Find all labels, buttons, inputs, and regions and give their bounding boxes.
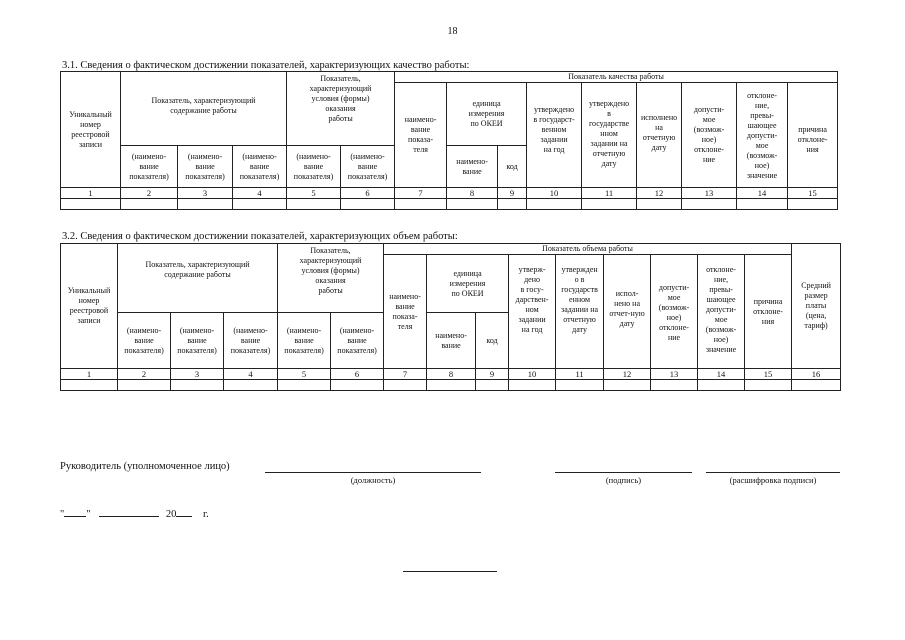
date-year-field[interactable] [176, 507, 192, 517]
table2-col-number: 9 [476, 369, 509, 380]
table2-header-exceeding: отклоне- ние, превы- шающее допусти- мое (возмож- ное) значение [698, 255, 745, 369]
table2-header-unit-name: наимено- вание [427, 313, 476, 369]
table1-empty-cell[interactable] [341, 199, 395, 210]
table2-col-number: 13 [651, 369, 698, 380]
table1-empty-cell[interactable] [395, 199, 447, 210]
position-line[interactable] [265, 472, 481, 473]
volume-table [60, 243, 841, 391]
date-line [60, 507, 209, 520]
table1-col-number: 2 [121, 188, 178, 199]
table1-empty-cell[interactable] [737, 199, 788, 210]
table2-col-number: 16 [792, 369, 841, 380]
table2-header-price: Средний размер платы (цена, тариф) [792, 244, 841, 369]
table1-header-group: Показатель качества работы [395, 72, 838, 83]
table2-col-number: 8 [427, 369, 476, 380]
table1-header-unit: единица измерения по ОКЕИ [447, 83, 527, 146]
table2-header-conditions: Показатель, характеризующий условия (формы) оказания работы [278, 244, 384, 313]
table2-sub-indicator-2: (наимено- вание показателя) [171, 313, 224, 369]
table1-header-name: наимено- вание показа- теля [395, 83, 447, 188]
table1-header-unique-id: Уникальный номер реестровой записи [61, 72, 121, 188]
table2-empty-cell[interactable] [171, 380, 224, 391]
table1-empty-cell[interactable] [121, 199, 178, 210]
table2-header-unit: единица измерения по ОКЕИ [427, 255, 509, 313]
table1-empty-cell[interactable] [498, 199, 527, 210]
table1-empty-cell[interactable] [233, 199, 287, 210]
table2-empty-cell[interactable] [698, 380, 745, 391]
table1-header-conditions: Показатель, характеризующий условия (формы) оказания работы [287, 72, 395, 146]
sign-caption: (подпись) [605, 475, 642, 485]
table1-header-approved-date: утверждено в государстве нном задании на отчетную дату [582, 83, 637, 188]
table2-col-number: 6 [331, 369, 384, 380]
table1-col-number: 14 [737, 188, 788, 199]
table1-title: 3.1. Сведения о фактическом достижении показателей, характеризующих качество работы: [62, 60, 470, 71]
table2-sub-indicator-1: (наимено- вание показателя) [118, 313, 171, 369]
name-decode-line[interactable] [706, 472, 840, 473]
table1-header-exceeding: отклоне- ние, превы- шающее допусти- мое (возмож- ное) значение [737, 83, 788, 188]
position-caption: (должность) [350, 475, 396, 485]
table1-empty-cell[interactable] [527, 199, 582, 210]
date-open-quote: " [60, 509, 65, 520]
decode-caption: (расшифровка подписи) [729, 475, 817, 485]
table2-header-executed: испол- нено на отчет-ную дату [604, 255, 651, 369]
table2-empty-cell[interactable] [476, 380, 509, 391]
table2-empty-cell[interactable] [745, 380, 792, 391]
table2-col-number: 7 [384, 369, 427, 380]
table-row [61, 380, 841, 391]
table2-header-unit-code: код [476, 313, 509, 369]
page-number: 18 [447, 26, 458, 37]
table2-header-approved-date: утвержден о в государств енном задании на отчетную дату [556, 255, 604, 369]
table2-empty-cell[interactable] [61, 380, 118, 391]
table2-col-number: 2 [118, 369, 171, 380]
table1-col-number: 8 [447, 188, 498, 199]
table2-empty-cell[interactable] [224, 380, 278, 391]
table2-title: 3.2. Сведения о фактическом достижении показателей, характеризующих объем работы: [62, 231, 458, 242]
table2-header-approved-year: утверж- дено в госу- дарствен- ном задании на год [509, 255, 556, 369]
table2-empty-cell[interactable] [118, 380, 171, 391]
table2-header-group: Показатель объема работы [384, 244, 792, 255]
table2-empty-cell[interactable] [278, 380, 331, 391]
table1-col-number: 12 [637, 188, 682, 199]
table2-header-reason: причина отклоне- ния [745, 255, 792, 369]
table1-col-number: 5 [287, 188, 341, 199]
table1-empty-cell[interactable] [582, 199, 637, 210]
table1-header-approved-year: утверждено в государст- венном задании на год [527, 83, 582, 188]
table1-empty-cell[interactable] [637, 199, 682, 210]
date-day-field[interactable] [64, 507, 86, 517]
table2-col-number: 3 [171, 369, 224, 380]
table1-empty-cell[interactable] [682, 199, 737, 210]
table2-empty-cell[interactable] [331, 380, 384, 391]
table1-header-unit-name: наимено- вание [447, 146, 498, 188]
table1-header-allowed: допусти- мое (возмож- ное) отклоне- ние [682, 83, 737, 188]
table1-sub-indicator-4: (наимено- вание показателя) [287, 146, 341, 188]
table1-empty-cell[interactable] [447, 199, 498, 210]
table1-col-number: 9 [498, 188, 527, 199]
signature-label: Руководитель (уполномоченное лицо) [60, 461, 230, 472]
table1-col-number: 3 [178, 188, 233, 199]
table1-col-number: 1 [61, 188, 121, 199]
table1-col-number: 4 [233, 188, 287, 199]
table2-col-number: 11 [556, 369, 604, 380]
table1-col-number: 15 [788, 188, 838, 199]
table2-sub-indicator-3: (наимено- вание показателя) [224, 313, 278, 369]
date-close-quote: " [86, 509, 91, 520]
table1-col-number: 10 [527, 188, 582, 199]
table2-col-number: 1 [61, 369, 118, 380]
table1-col-number: 13 [682, 188, 737, 199]
table2-empty-cell[interactable] [651, 380, 698, 391]
table1-header-reason: причина отклоне- ния [788, 83, 838, 188]
date-month-field[interactable] [99, 507, 159, 517]
table2-empty-cell[interactable] [792, 380, 841, 391]
table2-header-name: наимено- вание показа- теля [384, 255, 427, 369]
table2-header-allowed: допусти- мое (возмож- ное) отклоне- ние [651, 255, 698, 369]
table1-empty-cell[interactable] [287, 199, 341, 210]
table2-empty-cell[interactable] [556, 380, 604, 391]
table2-empty-cell[interactable] [604, 380, 651, 391]
table1-header-executed: исполнено на отчетную дату [637, 83, 682, 188]
table2-col-number: 4 [224, 369, 278, 380]
table1-empty-cell[interactable] [61, 199, 121, 210]
table2-header-unique-id: Уникальный номер реестровой записи [61, 244, 118, 369]
table1-sub-indicator-3: (наимено- вание показателя) [233, 146, 287, 188]
signature-line[interactable] [555, 472, 692, 473]
table2-col-number: 10 [509, 369, 556, 380]
table-row [61, 199, 838, 210]
table2-empty-cell[interactable] [509, 380, 556, 391]
table2-col-number: 12 [604, 369, 651, 380]
table1-col-number: 11 [582, 188, 637, 199]
date-year-prefix: 20 [165, 509, 177, 520]
table1-sub-indicator-2: (наимено- вание показателя) [178, 146, 233, 188]
table2-empty-cell[interactable] [384, 380, 427, 391]
quality-table [60, 71, 838, 210]
table1-sub-indicator-5: (наимено- вание показателя) [341, 146, 395, 188]
table2-empty-cell[interactable] [427, 380, 476, 391]
table2-col-number: 5 [278, 369, 331, 380]
table1-header-unit-code: код [498, 146, 527, 188]
table2-col-number: 14 [698, 369, 745, 380]
table2-col-number: 15 [745, 369, 792, 380]
table2-sub-indicator-4: (наимено- вание показателя) [278, 313, 331, 369]
footer-divider [403, 571, 497, 572]
table1-empty-cell[interactable] [178, 199, 233, 210]
table1-col-number: 7 [395, 188, 447, 199]
table2-sub-indicator-5: (наимено- вание показателя) [331, 313, 384, 369]
table1-sub-indicator-1: (наимено- вание показателя) [121, 146, 178, 188]
table2-header-content: Показатель, характеризующий содержание работы [118, 244, 278, 313]
table1-empty-cell[interactable] [788, 199, 838, 210]
date-year-suffix: г. [202, 509, 209, 520]
table1-col-number: 6 [341, 188, 395, 199]
table1-header-content: Показатель, характеризующий содержание работы [121, 72, 287, 146]
